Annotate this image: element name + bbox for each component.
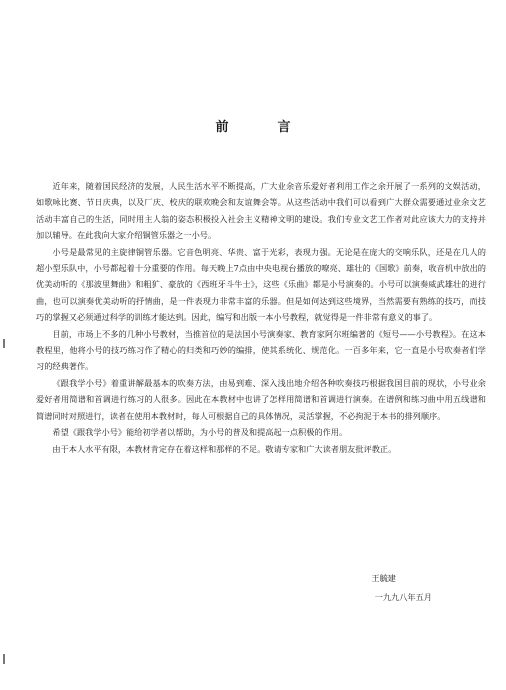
paragraph-6: 由于本人水平有限，本教材肯定存在着这样和那样的不足。敬请专家和广大读者朋友批评教正。 (52, 443, 397, 454)
author-signature: 王毓建 (371, 573, 396, 583)
signature-date: 一九九八年五月 (374, 592, 432, 602)
binding-mark (3, 654, 5, 664)
paragraph-4: 《跟我学小号》着重讲解最基本的吹奏方法，由易到难、深入浅出地介绍各种吹奏技巧根据我国目前的现状，小号业余爱好者用简谱和首调进行练习的人很多。因此在本教材中也讲了怎样用简谱和首调进行演奏。在谱例和练习曲中用五线谱和简谱同时对照进行，读者在使用本教材时，每人可根据自己的具体情况，灵活掌握，不必拘泥于本书的排列顺序。 (36, 377, 486, 421)
binding-mark (3, 339, 5, 348)
paragraph-5: 希望《跟我学小号》能给初学者以帮助，为小号的普及和提高起一点积极的作用。 (52, 427, 348, 438)
paragraph-1: 近年来，随着国民经济的发展，人民生活水平不断提高，广大业余音乐爱好者利用工作之余开展了一系列的文娱活动，如歌咏比赛、节日庆典，以及厂庆、校庆的联欢晚会和友谊舞会等。从这些活动中我们可以看到广大群众需要通过业余文艺活动丰富自己的生活，同时用主人翁的姿态积极投入社会主义精神文明的建设。我们专业文艺工作者对此应该大力的支持并加以辅导。在此我向大家介绍铜管乐器之一小号。 (36, 181, 486, 241)
paragraph-3: 目前，市场上不多的几种小号教材，当推首位的是法国小号演奏家、教育家阿尔班编著的《短号——小号教程》。在这本教程里，他将小号的技巧练习作了精心的归类和巧妙的编排，使其系统化、规范化。一百多年来，它一直是小号吹奏者们学习的经典著作。 (36, 328, 486, 372)
page-title: 前 言 (215, 120, 309, 135)
paragraph-2: 小号是最常见的主旋律铜管乐器。它音色明亮、华贵、富于光彩，表现力强。无论是在庞大的交响乐队，还是在几人的超小型乐队中，小号都起着十分重要的作用。每天晚上7点由中央电视台播放的嘹亮、雄壮的《国歌》前奏，收音机中放出的优美动听的《那波里舞曲》和粗犷、豪放的《西班牙斗牛士》，这些《乐曲》都是小号演奏的。小号可以演奏威武雄壮的进行曲，也可以演奏优美动听的抒情曲，是一件表现力非常丰富的乐器。但是如何达到这些境界，当然需要有熟练的技巧，而技巧的掌握又必须通过科学的训练才能达到。因此，编写和出版一本小号教程，就觉得是一件非常有意义的事了。 (36, 246, 486, 323)
preface-body (36, 178, 486, 457)
